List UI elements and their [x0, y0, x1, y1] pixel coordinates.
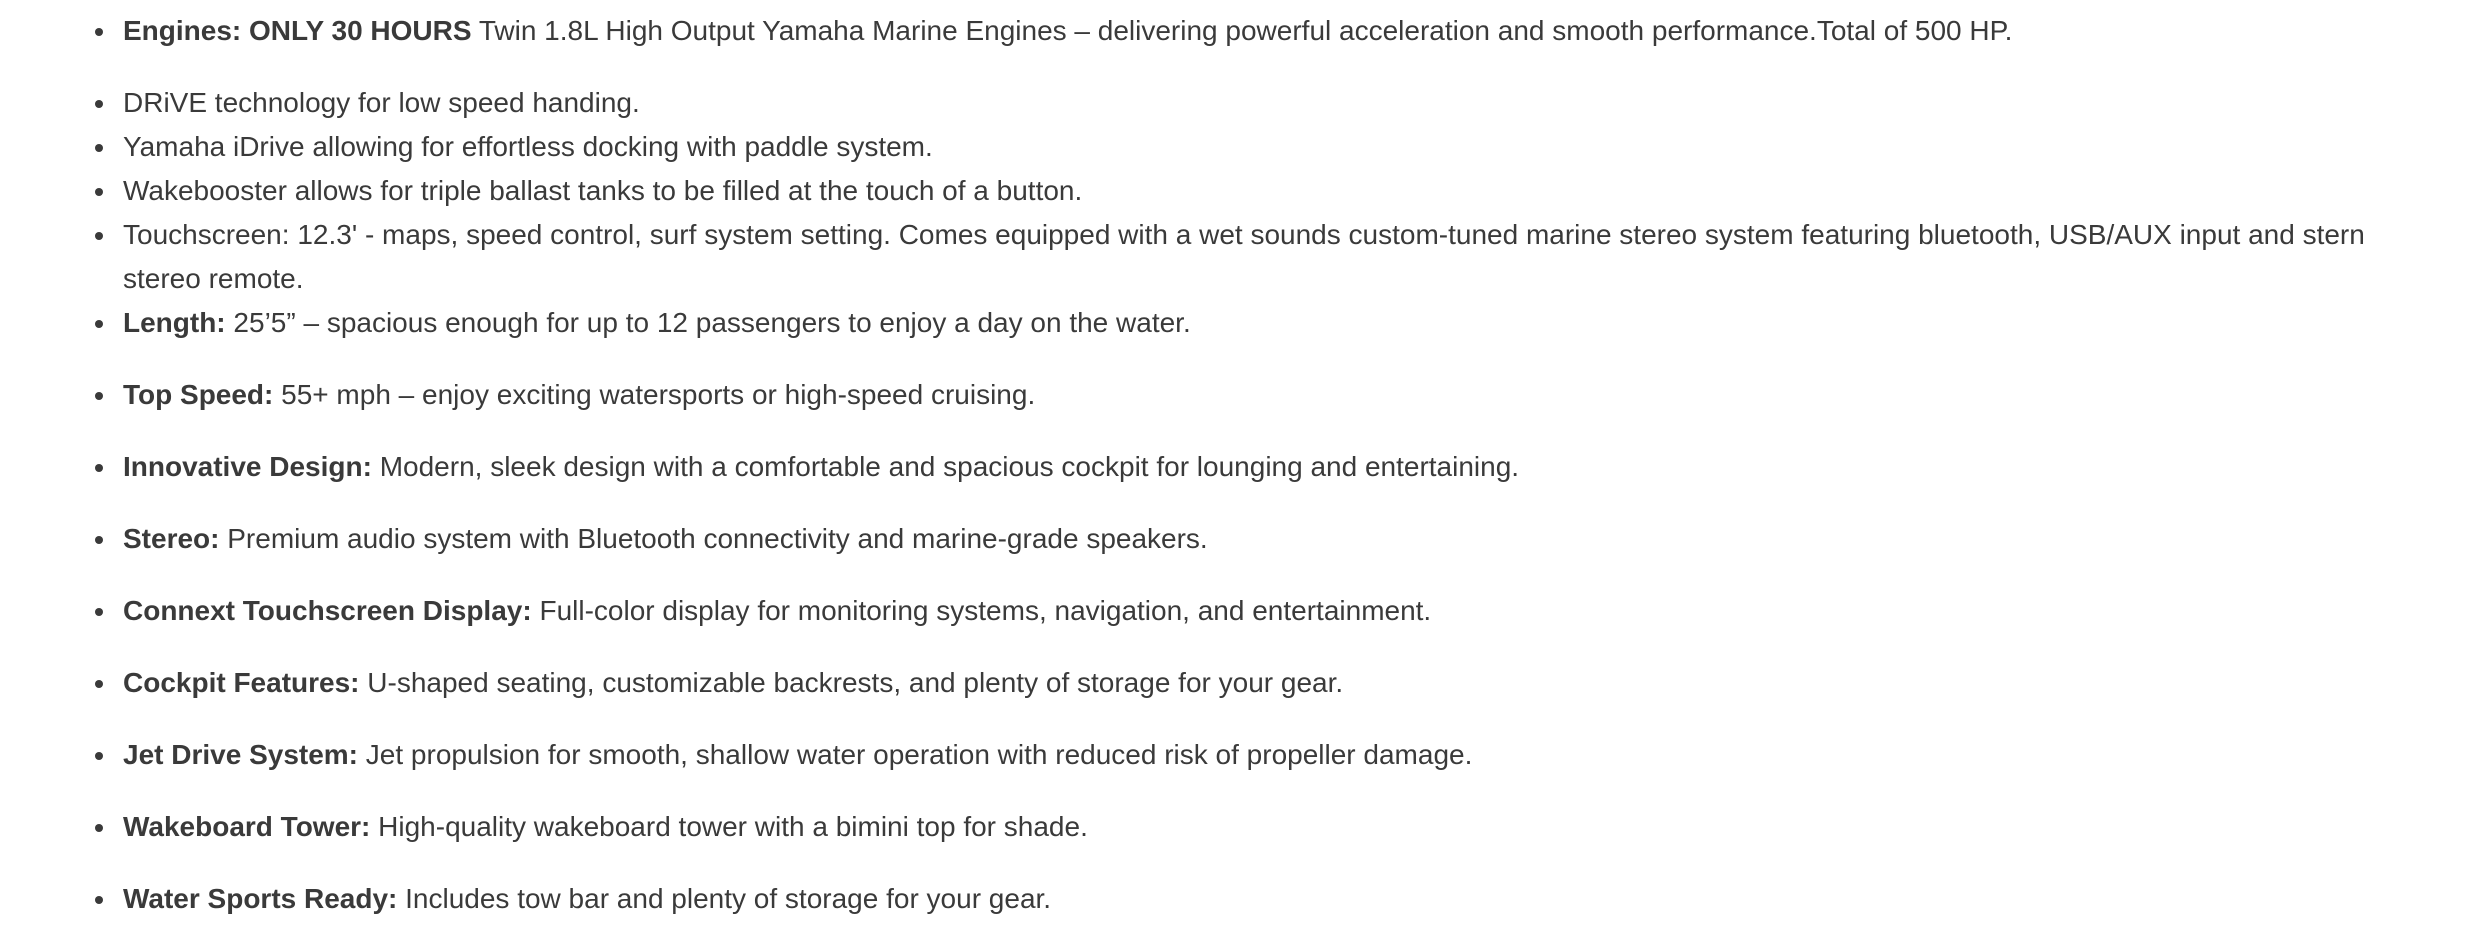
- list-item-wakebooster: [123, 169, 2474, 213]
- list-item-engines: [123, 9, 2474, 53]
- list-item-innovative-design: [123, 445, 2474, 489]
- list-item-cockpit-features: [123, 661, 2474, 705]
- list-item-drive-technology: [123, 81, 2474, 125]
- list-item-wakeboard-tower: [123, 805, 2474, 849]
- feature-list: [0, 9, 2474, 921]
- item-label: Innovative Design:: [123, 451, 372, 482]
- item-text: U-shaped seating, customizable backrests, and plenty of storage for your gear.: [359, 667, 1344, 698]
- item-text: High-quality wakeboard tower with a bimini top for shade.: [370, 811, 1088, 842]
- item-label: Connext Touchscreen Display:: [123, 595, 532, 626]
- item-text: Yamaha iDrive allowing for effortless docking with paddle system.: [123, 131, 933, 162]
- list-item-stereo: [123, 517, 2474, 561]
- item-text: Full-color display for monitoring systems, navigation, and entertainment.: [531, 595, 1432, 626]
- item-text: Touchscreen: 12.3' - maps, speed control, surf system setting. Comes equipped with a wet sounds custom-tuned marine stereo system featuring bluetooth, USB/AUX input and stern stereo remote.: [123, 219, 2365, 294]
- item-text: Twin 1.8L High Output Yamaha Marine Engines – delivering powerful acceleration and smooth performance.Total of 500 HP.: [471, 15, 2013, 46]
- list-item-top-speed: [123, 373, 2474, 417]
- list-item-connext-display: [123, 589, 2474, 633]
- item-text: 25’5” – spacious enough for up to 12 passengers to enjoy a day on the water.: [225, 307, 1191, 338]
- item-label: Engines: ONLY 30 HOURS: [123, 15, 472, 46]
- list-item-length: [123, 301, 2474, 345]
- item-label: Water Sports Ready:: [123, 883, 398, 914]
- item-label: Wakeboard Tower:: [123, 811, 371, 842]
- list-item-water-sports: [123, 877, 2474, 921]
- item-label: Stereo:: [123, 523, 220, 554]
- list-item-idrive: [123, 125, 2474, 169]
- item-label: Top Speed:: [123, 379, 274, 410]
- list-item-jet-drive: [123, 733, 2474, 777]
- item-label: Jet Drive System:: [123, 739, 359, 770]
- item-text: Modern, sleek design with a comfortable and spacious cockpit for lounging and entertaining.: [371, 451, 1520, 482]
- item-text: DRiVE technology for low speed handing.: [123, 87, 640, 118]
- item-text: 55+ mph – enjoy exciting watersports or high-speed cruising.: [273, 379, 1036, 410]
- item-label: Cockpit Features:: [123, 667, 360, 698]
- item-label: Length:: [123, 307, 226, 338]
- item-text: Includes tow bar and plenty of storage for your gear.: [397, 883, 1052, 914]
- item-text: Wakebooster allows for triple ballast tanks to be filled at the touch of a button.: [123, 175, 1083, 206]
- item-text: Premium audio system with Bluetooth connectivity and marine-grade speakers.: [219, 523, 1208, 554]
- list-item-touchscreen: [123, 213, 2474, 301]
- item-text: Jet propulsion for smooth, shallow water operation with reduced risk of propeller damage.: [358, 739, 1473, 770]
